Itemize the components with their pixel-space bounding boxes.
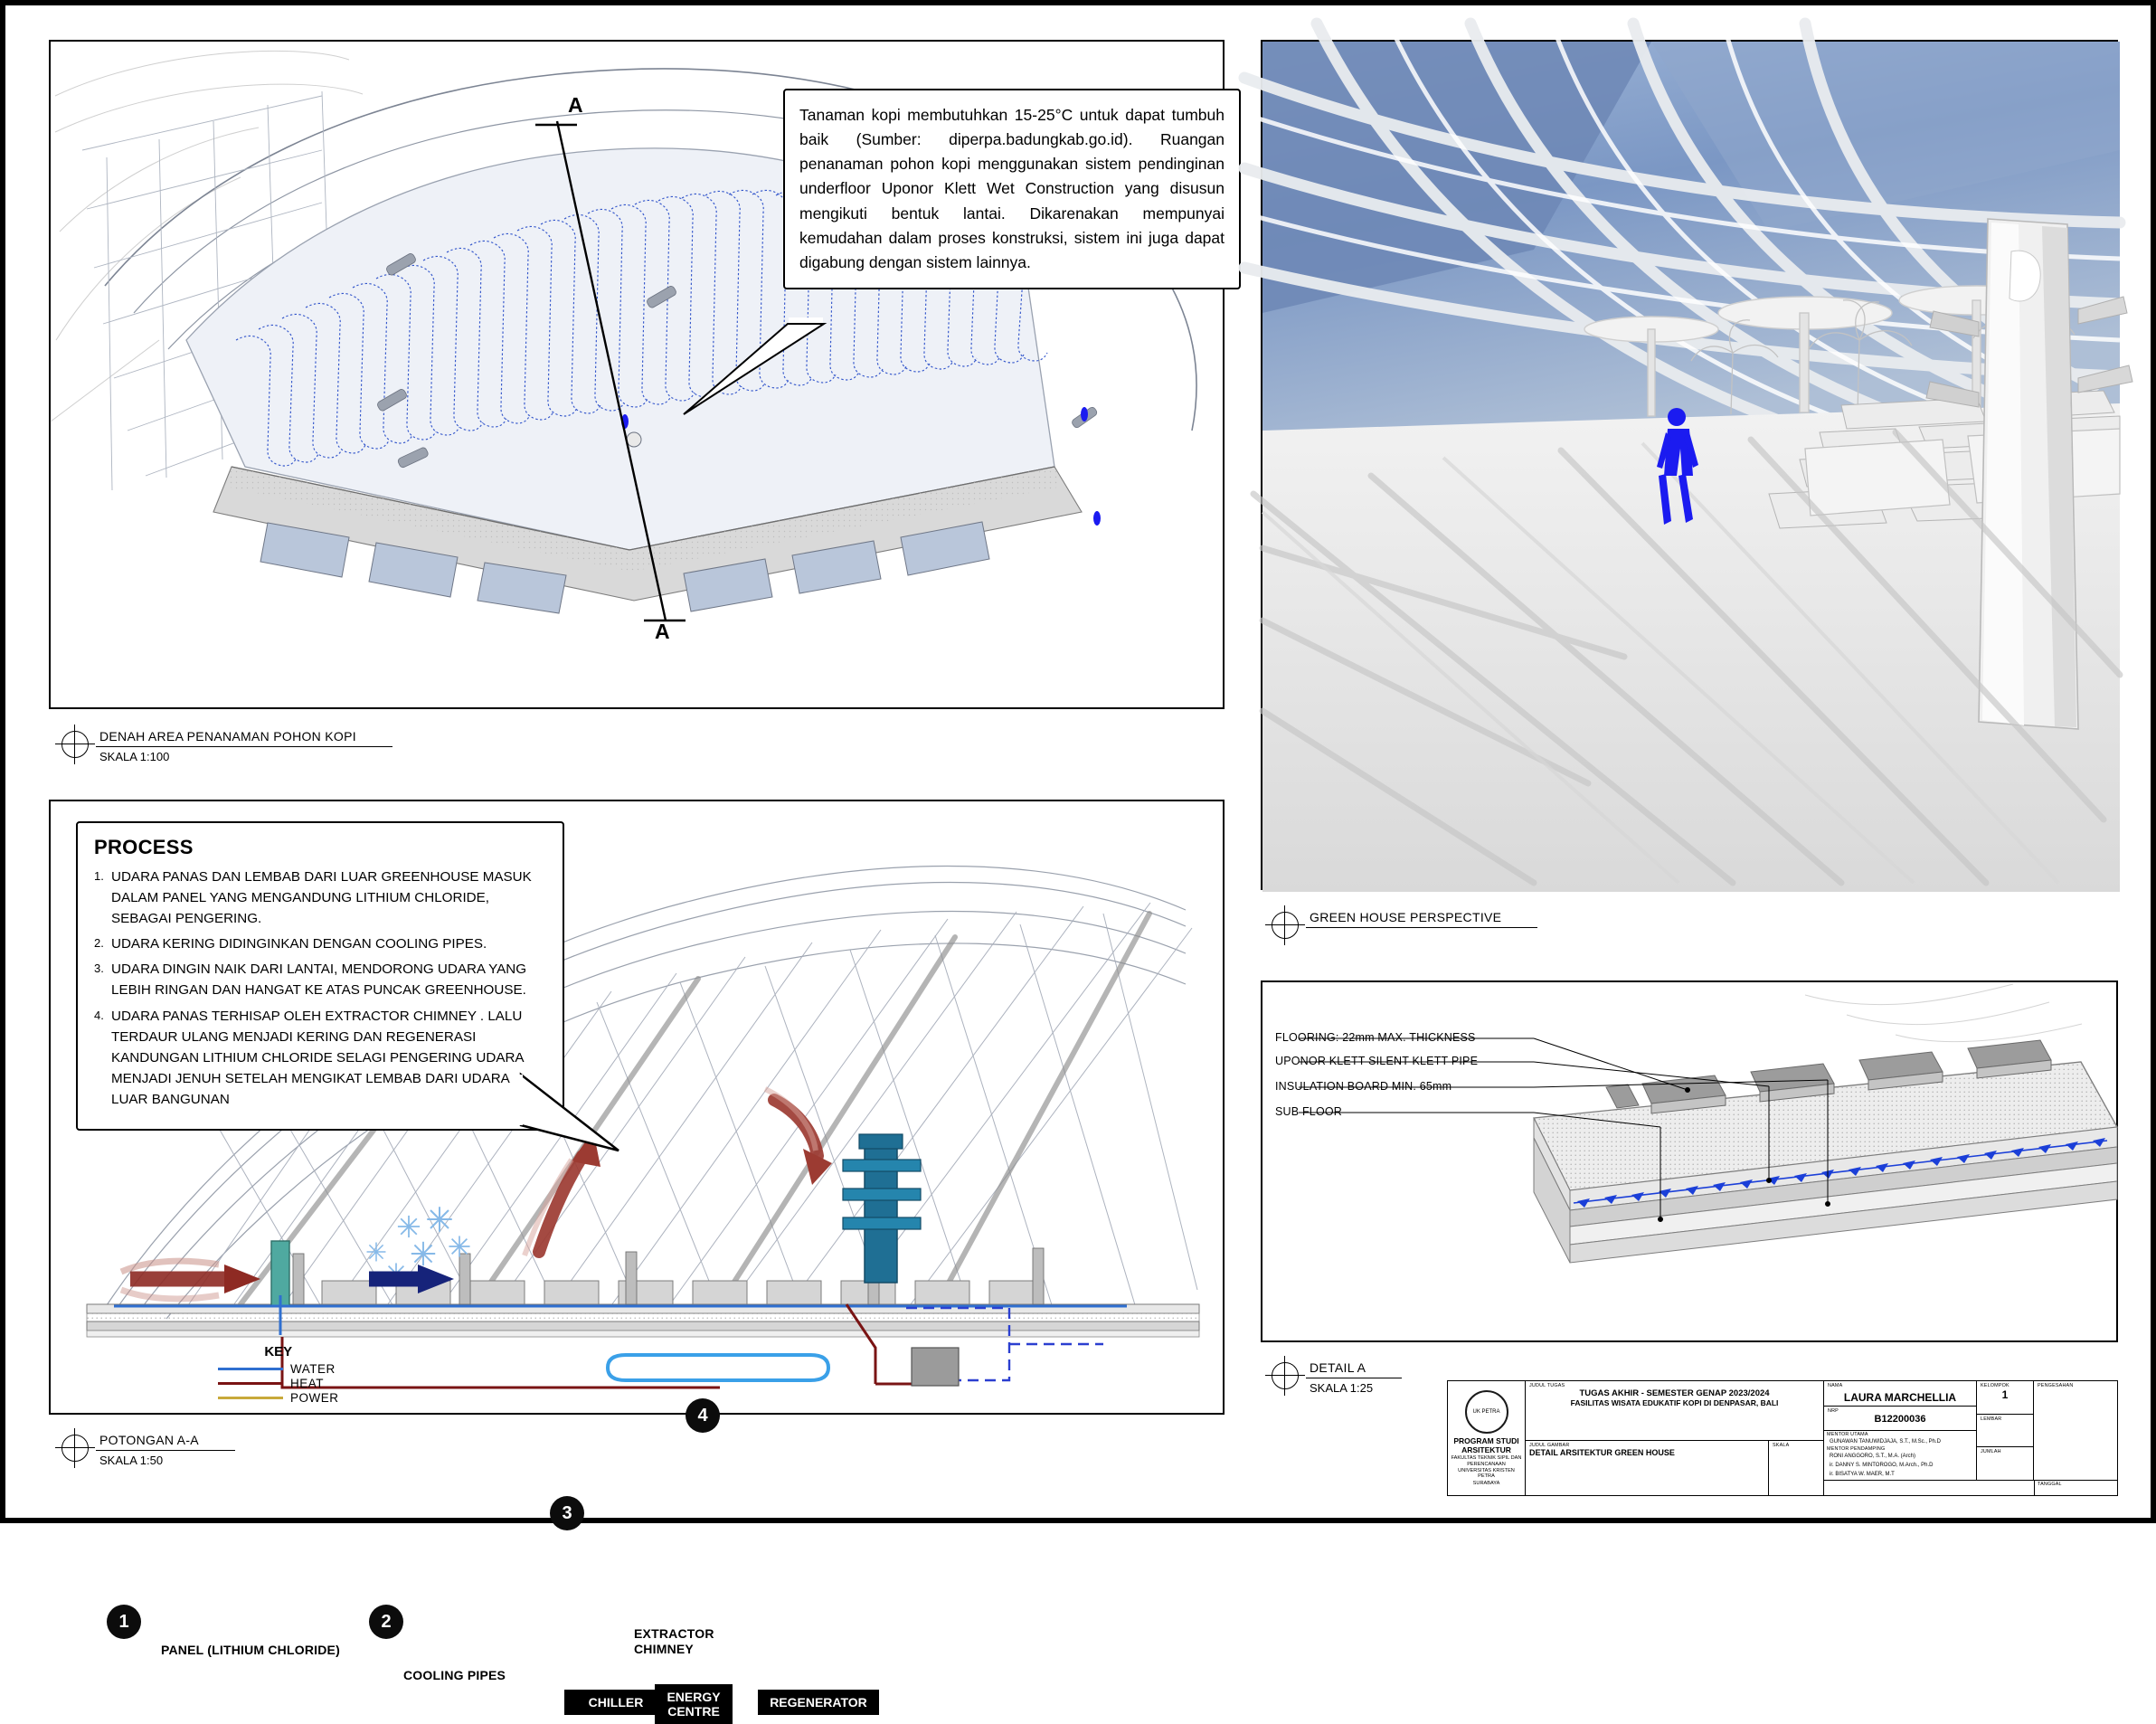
kelompok-cell — [1977, 1381, 2033, 1415]
perspective-title: GREEN HOUSE PERSPECTIVE — [1306, 910, 1537, 928]
lembar-caption: LEMBAR — [1981, 1416, 2002, 1422]
step-bullet-1: 1 — [107, 1605, 141, 1639]
kelompok-value: 1 — [2001, 1388, 2009, 1401]
cooling-pipes-label: COOLING PIPES — [403, 1668, 506, 1682]
key-label: HEAT — [290, 1376, 325, 1390]
process-step-list — [94, 867, 546, 1110]
pengesahan-caption: PENGESAHAN — [2038, 1383, 2074, 1388]
section-scale: SKALA 1:50 — [99, 1454, 164, 1467]
plan-callout-note — [783, 89, 1241, 289]
detail-title: DETAIL A — [1306, 1360, 1402, 1378]
detail-title-mark — [1272, 1360, 1402, 1395]
key-heading: KEY — [264, 1344, 293, 1359]
tanggal-caption: TANGGAL — [2038, 1482, 2062, 1487]
regenerator-box: REGENERATOR — [758, 1690, 879, 1715]
judul-tugas-caption: JUDUL TUGAS — [1529, 1383, 1565, 1388]
judul-gambar-value: DETAIL ARSITEKTUR GREEN HOUSE — [1529, 1447, 1675, 1457]
judul-tugas-cell — [1526, 1381, 1823, 1441]
plan-drawing-panel — [49, 40, 1225, 709]
step-bullet-4: 4 — [686, 1398, 720, 1433]
process-description-box — [76, 821, 564, 1131]
process-step: UDARA DINGIN NAIK DARI LANTAI, MENDORONG UDARA YANG LEBIH RINGAN DAN HANGAT KE ATAS PUNCAK GREENHOUSE. — [111, 961, 527, 999]
step-bullet-3: 3 — [550, 1496, 584, 1530]
section-mark-bottom-label: A — [655, 620, 670, 643]
key-item-heat — [218, 1376, 339, 1390]
detail-annotation-subfloor: SUB FLOOR — [1275, 1105, 1343, 1118]
perspective-title-mark — [1272, 910, 1537, 939]
detail-annotation-insulation: INSULATION BOARD MIN. 65mm — [1275, 1080, 1452, 1093]
nrp-caption: NRP — [1828, 1408, 1839, 1414]
nama-cell — [1824, 1381, 1976, 1407]
chiller-box: CHILLER — [564, 1690, 667, 1715]
water-color-swatch — [218, 1368, 283, 1370]
faculty-name: FAKULTAS TEKNIK SIPIL DAN PERENCANAAN — [1451, 1455, 1522, 1467]
jumlah-caption: JUMLAH — [1981, 1449, 2001, 1455]
perspective-render — [1262, 42, 2120, 892]
drawing-marker-icon — [61, 731, 89, 758]
title-block — [1447, 1380, 2118, 1496]
perspective-render-panel — [1261, 40, 2118, 890]
judul-gambar-cell — [1526, 1441, 1823, 1496]
key-label: WATER — [290, 1361, 336, 1376]
section-title-mark — [61, 1433, 235, 1467]
student-nrp: B12200036 — [1874, 1414, 1926, 1425]
drawing-marker-icon — [61, 1435, 89, 1462]
flow-arrow-3 — [525, 1131, 600, 1255]
process-step: UDARA PANAS TERHISAP OLEH EXTRACTOR CHIMNEY . LALU TERDAUR ULANG MENJADI KERING DAN REGENERASI KANDUNGAN LITHIUM CHLORIDE SELAGI PENGERING UDARA MENJADI JENUH SETELAH MENGIKAT LEMBAB DARI UDARA LUAR BANGUNAN — [111, 1008, 524, 1107]
city-name: SURABAYA — [1472, 1480, 1500, 1486]
key-item-water — [218, 1361, 339, 1376]
key-legend — [218, 1344, 339, 1405]
drawing-marker-icon — [1272, 1362, 1299, 1389]
mentor-utama-value: GUNAWAN TANUWIDJAJA, S.T., M.Sc., Ph.D — [1830, 1438, 1942, 1445]
step-bullet-2: 2 — [369, 1605, 403, 1639]
process-heading: PROCESS — [94, 836, 194, 858]
flow-arrow-4 — [765, 1089, 832, 1185]
title-block-titles — [1526, 1381, 1824, 1495]
skala-caption: SKALA — [1773, 1442, 1790, 1448]
plan-scale: SKALA 1:100 — [99, 750, 170, 763]
key-item-power — [218, 1390, 339, 1405]
process-step: UDARA PANAS DAN LEMBAB DARI LUAR GREENHOUSE MASUK DALAM PANEL YANG MENGANDUNG LITHIUM CHLORIDE, SEBAGAI PENGERING. — [111, 869, 532, 927]
university-seal-icon: UK PETRA — [1465, 1390, 1508, 1434]
plan-title-mark — [61, 729, 392, 763]
student-name: LAURA MARCHELLIA — [1843, 1391, 1957, 1404]
plan-callout-text: Tanaman kopi membutuhkan 15-25°C untuk dapat tumbuh baik (Sumber: diperpa.badungkab.go.id). Ruangan penanaman pohon kopi menggunakan sistem pendinginan underfloor Uponor Klett Wet Construction yang disusun mengikuti bentuk lantai. Dikarenakan mempunyai kemudahan dalam proses konstruksi, sistem ini juga dapat digabung dengan sistem lainnya. — [799, 106, 1225, 271]
jumlah-cell — [1977, 1447, 2033, 1480]
title-block-author — [1824, 1381, 2117, 1495]
panel-label: PANEL (LITHIUM CHLORIDE) — [161, 1643, 340, 1657]
section-title: POTONGAN A-A — [96, 1433, 235, 1451]
plan-title: DENAH AREA PENANAMAN POHON KOPI — [96, 729, 392, 747]
drawing-marker-icon — [1272, 912, 1299, 939]
detail-scale: SKALA 1:25 — [1310, 1381, 1374, 1395]
key-label: POWER — [290, 1390, 339, 1405]
lembar-cell — [1977, 1415, 2033, 1448]
program-name: PROGRAM STUDI ARSITEKTUR — [1453, 1435, 1519, 1454]
mentor-pendamping-3: ir. BISATYA W. MAER, M.T — [1830, 1471, 1895, 1477]
nama-caption: NAMA — [1828, 1383, 1843, 1388]
extractor-chimney-label: EXTRACTOR CHIMNEY — [634, 1626, 714, 1656]
heat-color-swatch — [218, 1382, 283, 1385]
energy-centre-box: ENERGY CENTRE — [655, 1684, 733, 1724]
process-step: UDARA KERING DIDINGINKAN DENGAN COOLING PIPES. — [111, 936, 487, 952]
detail-annotation-flooring: FLOORING: 22mm MAX. THICKNESS — [1275, 1031, 1476, 1044]
detail-annotation-pipe: UPONOR KLETT SILENT KLETT PIPE — [1275, 1055, 1479, 1067]
flow-arrow-1 — [121, 1261, 260, 1299]
university-name: UNIVERSITAS KRISTEN PETRA — [1458, 1467, 1515, 1480]
judul-tugas-line2: FASILITAS WISATA EDUKATIF KOPI DI DENPASAR, BALI — [1570, 1398, 1779, 1407]
section-mark-top-label: A — [568, 93, 583, 117]
power-color-swatch — [218, 1397, 283, 1399]
extractor-chimney-graphic — [843, 1134, 921, 1283]
pengesahan-cell — [2034, 1381, 2117, 1480]
nrp-cell — [1824, 1407, 1976, 1431]
mentor-pendamping-caption: MENTOR PENDAMPING — [1827, 1445, 1886, 1452]
detail-drawing-panel — [1261, 980, 2118, 1342]
title-block-institution — [1448, 1381, 1526, 1495]
mentor-pendamping-2: ir. DANNY S. MINTOROGO, M.Arch., Ph.D — [1830, 1462, 1934, 1468]
judul-gambar-caption: JUDUL GAMBAR — [1529, 1442, 1570, 1448]
mentor-cell — [1824, 1431, 1976, 1480]
judul-tugas-line1: TUGAS AKHIR - SEMESTER GENAP 2023/2024 — [1579, 1388, 1770, 1398]
kelompok-caption: KELOMPOK — [1981, 1383, 2009, 1388]
mentor-utama-caption: MENTOR UTAMA — [1827, 1431, 1868, 1437]
mentor-pendamping-1: RONI ANGGORO, S.T., M.A. (Arch) — [1830, 1453, 1916, 1459]
